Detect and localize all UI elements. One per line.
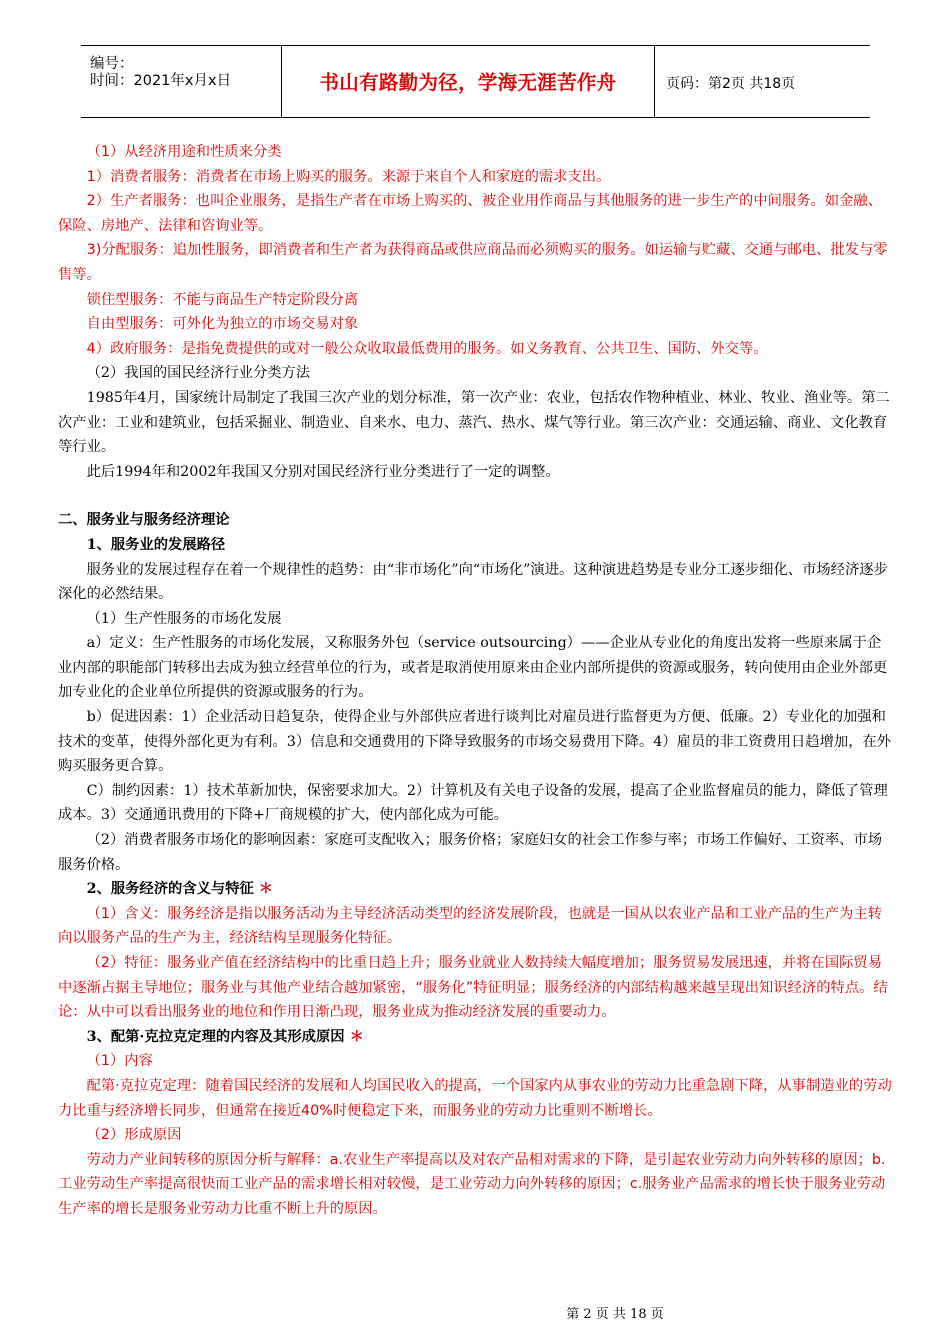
page-info: 页码：第2页 共18页 [666,76,796,92]
subsection-heading: 1、服务业的发展路径 [86,536,226,553]
paragraph: （1）从经济用途和性质来分类 [86,144,282,160]
paragraph: 自由型服务：可外化为独立的市场交易对象 [86,316,359,333]
document-body [58,140,894,1222]
paragraph: 2）生产者服务：也叫企业服务，是指生产者在市场上购买的、被企业用作商品与其他服务的进一步生产的中间服务。如金融、保险、房地产、法律和咨询业等。 [58,193,883,234]
star-mark: ＊ [258,881,274,898]
paragraph: （2）我国的国民经济行业分类方法 [86,365,311,382]
paragraph: （2）消费者服务市场化的影响因素：家庭可支配收入；服务价格；家庭妇女的社会工作参与率；市场工作偏好、工资率、市场服务价格。 [58,832,883,873]
paragraph: （2）形成原因 [86,1127,182,1144]
paragraph: a）定义：生产性服务的市场化发展，又称服务外包（service outsourcing）——企业从专业化的角度出发将一些原来属于企业内部的职能部门转移出去成为独立经营单位的行为，或者是取消使用原来由企业内部所提供的资源或服务，转向使用由企业外部更加专业化的企业单位所提供的资源或服务的行为。 [58,635,888,701]
paragraph: 配第·克拉克定理：随着国民经济的发展和人均国民收入的提高，一个国家内从事农业的劳动力比重急剧下降，从事制造业的劳动力比重与经济增长同步，但通常在接近40%时便稳定下来，而服务业的劳动力比重则不断增长。 [58,1077,892,1119]
subsection-heading [58,1025,894,1050]
paragraph: 劳动力产业间转移的原因分析与解释：a.农业生产率提高以及对农产品相对需求的下降，是引起农业劳动力向外转移的原因；b.工业劳动生产率提高很快而工业产品的需求增长相对较慢，是工业劳动力向外转移的原因；c.服务业产品需求的增长快于服务业劳动生产率的增长是服务业劳动力比重不断上升的原因。 [58,1151,886,1217]
paragraph: b）促进因素：1）企业活动日趋复杂，使得企业与外部供应者进行谈判比对雇员进行监督更为方便、低廉。2）专业化的加强和技术的变革，使得外部化更为有利。3）信息和交通费用的下降导致服务的市场交易费用下降。4）雇员的非工资费用日趋增加，在外购买服务更合算。 [58,709,892,775]
star-mark: ＊ [349,1028,364,1045]
number-label: 编号： [90,56,134,72]
heading-text: 3、配第·克拉克定理的内容及其形成原因 [86,1028,345,1045]
time-label: 时间：2021年x月x日 [90,73,232,89]
section-heading: 二、服务业与服务经济理论 [58,512,230,529]
paragraph: 4）政府服务：是指免费提供的或对一般公众收取最低费用的服务。如义务教育、公共卫生、国防、外交等。 [86,340,768,357]
paragraph: 1）消费者服务：消费者在市场上购买的服务。来源于来自个人和家庭的需求支出。 [86,168,611,185]
header-motto-cell [281,46,655,117]
header-info-cell [81,46,281,117]
paragraph: （1）生产性服务的市场化发展 [86,610,282,627]
heading-text: 2、服务经济的含义与特征 [86,881,254,898]
paragraph: （2）特征：服务业产值在经济结构中的比重日趋上升；服务业就业人数持续大幅度增加；服务贸易发展迅速，并将在国际贸易中逐渐占据主导地位；服务业与其他产业结合越加紧密，“服务化”特征明显；服务经济的内部结构越来越呈现出知识经济的特点。结论：从中可以看出服务业的地位和作用日渐凸现，服务业成为推动经济发展的重要动力。 [58,955,888,1021]
header-page-cell [654,46,870,117]
spacer [58,484,894,508]
paragraph: （1）含义：服务经济是指以服务活动为主导经济活动类型的经济发展阶段，也就是一国从以农业产品和工业产品的生产为主转向以服务产品的生产为主，经济结构呈现服务化特征。 [58,905,883,947]
paragraph: 服务业的发展过程存在着一个规律性的趋势：由“非市场化”向“市场化”演进。这种演进趋势是专业分工逐步细化、市场经济逐步深化的必然结果。 [58,561,888,603]
paragraph: 1985年4月，国家统计局制定了我国三次产业的划分标准，第一次产业：农业，包括农作物种植业、林业、牧业、渔业等。第二次产业：工业和建筑业，包括采掘业、制造业、自来水、电力、蒸汽、热水、煤气等行业。第三次产业：交通运输、商业、文化教育等行业。 [58,389,890,456]
paragraph: 锁住型服务：不能与商品生产特定阶段分离 [86,291,359,308]
subsection-heading [58,877,894,902]
page-header [81,45,870,118]
motto: 书山有路勤为径，学海无涯苦作舟 [319,71,617,94]
paragraph: 此后1994年和2002年我国又分别对国民经济行业分类进行了一定的调整。 [86,463,560,480]
paragraph: C）制约因素：1）技术革新加快，保密要求加大。2）计算机及有关电子设备的发展，提高了企业监督雇员的能力，降低了管理成本。3）交通通讯费用的下降+厂商规模的扩大，使内部化成为可能。 [58,782,888,824]
paragraph: （1）内容 [86,1053,153,1070]
paragraph: 3)分配服务：追加性服务，即消费者和生产者为获得商品或供应商品而必须购买的服务。如运输与贮藏、交通与邮电、批发与零售等。 [58,242,888,283]
page-footer: 第 2 页 共 18 页 [566,1307,664,1322]
